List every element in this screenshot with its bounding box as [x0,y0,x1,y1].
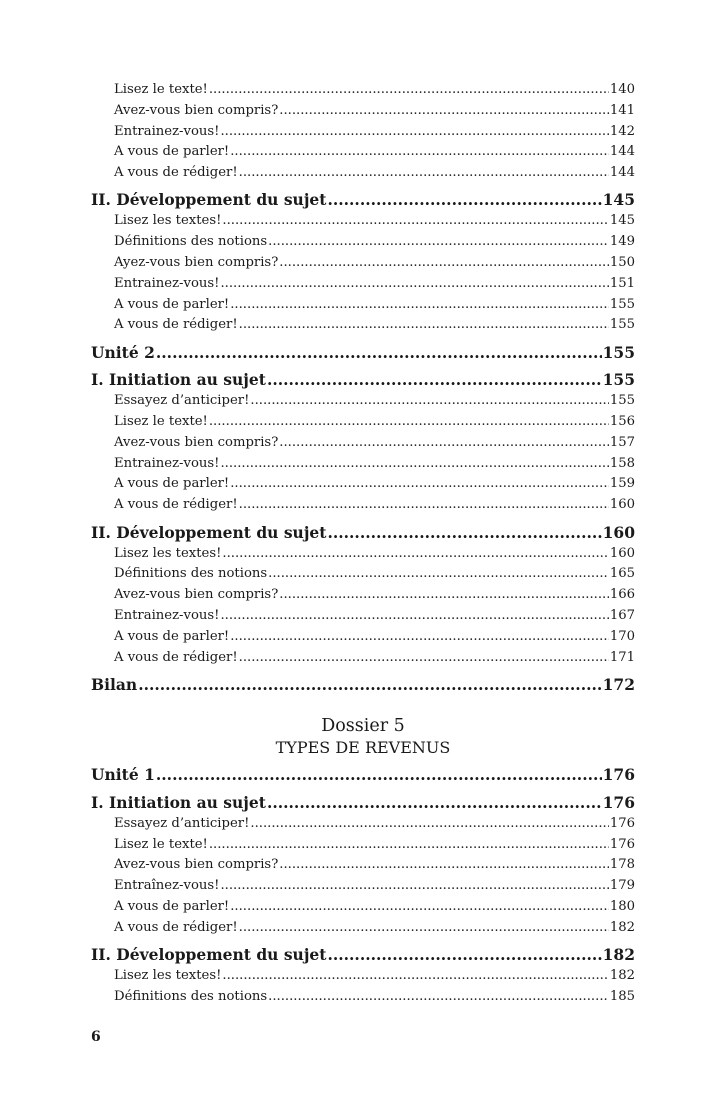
toc-entry-title: Lisez les textes! [114,545,222,561]
toc-entry-title: Définitions des notions [114,988,268,1004]
dot-leader [268,987,609,1008]
toc-entry[interactable] [91,163,635,184]
toc-entry[interactable] [91,987,635,1008]
toc-entry[interactable] [91,253,635,274]
toc-entry-title: A vous de rédiger! [114,317,238,333]
toc-entry-title: A vous de parler! [114,476,230,492]
toc-entry[interactable] [91,876,635,897]
dot-leader [220,606,608,627]
toc-entry[interactable] [91,585,635,606]
toc-entry[interactable] [91,855,635,876]
toc-section-entry[interactable] [91,764,635,786]
toc-entry-page: 165 [609,566,635,582]
dot-leader [222,211,608,232]
toc-entry-page: 144 [609,144,635,160]
toc-entry[interactable] [91,412,635,433]
dot-leader [209,835,609,856]
toc-entry-title: Lisez le texte! [114,82,208,97]
toc-entry-title: I. Initiation au sujet [91,370,266,390]
toc-entry-page: 140 [609,82,635,97]
dot-leader [138,674,601,696]
dot-leader [239,918,609,939]
toc-entry-page: 160 [602,522,635,542]
toc-entry[interactable] [91,274,635,295]
dot-leader [327,189,601,211]
toc-entry[interactable] [91,495,635,516]
toc-entry-page: 155 [602,342,635,362]
dot-leader [250,391,608,412]
toc-entry-title: Avez-vous bien compris? [114,102,279,118]
toc-section-entry[interactable] [91,522,635,544]
toc-entry-title: A vous de rédiger! [114,649,238,665]
dot-leader [268,564,609,585]
dot-leader [220,274,608,295]
dot-leader [239,315,609,336]
toc-entry[interactable] [91,897,635,918]
dot-leader [250,814,608,835]
toc-entry-page: 166 [609,587,635,603]
dot-leader [230,897,609,918]
toc-entry-page: 167 [609,607,635,623]
table-of-contents [91,80,635,1008]
toc-entry-page: 157 [609,434,635,450]
dot-leader [279,101,609,122]
toc-entry-page: 158 [609,455,635,471]
toc-entry-page: 155 [609,393,635,409]
toc-entry-title: Définitions des notions [114,566,268,582]
dossier-heading: Dossier 5 [321,715,405,736]
toc-entry-page: 176 [609,836,635,852]
page-number: 6 [91,1029,101,1045]
toc-entry-title: Ayez-vous bien compris? [114,255,279,271]
toc-entry-page: 182 [602,945,635,965]
dot-leader [220,876,608,897]
toc-entry-page: 178 [609,857,635,873]
toc-entry-title: A vous de rédiger! [114,919,238,935]
toc-entry-page: 180 [609,899,635,915]
dot-leader [267,792,602,814]
toc-entry[interactable] [91,918,635,939]
toc-entry-title: A vous de parler! [114,296,230,312]
toc-entry-page: 176 [602,765,635,785]
toc-entry-page: 160 [609,497,635,513]
toc-entry-title: Entraînez-vous! [114,878,220,894]
dot-leader [220,122,608,143]
dot-leader [279,253,609,274]
toc-entry-title: II. Développement du sujet [91,190,327,210]
toc-entry[interactable] [91,391,635,412]
toc-entry[interactable] [91,627,635,648]
toc-entry-title: Lisez les textes! [114,968,222,984]
toc-entry-title: Lisez les textes! [114,213,222,229]
toc-entry-page: 155 [609,317,635,333]
dot-leader [279,855,609,876]
toc-entry-title: I. Initiation au sujet [91,792,266,812]
dot-leader [279,433,609,454]
toc-entry-title: Essayez d’anticiper! [114,393,250,409]
dot-leader [222,966,608,987]
dot-leader [239,648,609,669]
toc-entry[interactable] [91,295,635,316]
dot-leader [239,495,609,516]
toc-entry[interactable] [91,835,635,856]
toc-entry[interactable] [91,232,635,253]
dot-leader [230,474,609,495]
toc-entry-title: Essayez d’anticiper! [114,815,250,831]
dot-leader [209,412,609,433]
toc-entry[interactable] [91,454,635,475]
toc-entry-page: 179 [609,878,635,894]
dot-leader [327,944,601,966]
toc-section-entry[interactable] [91,944,635,966]
toc-entry-page: 151 [609,275,635,291]
dot-leader [268,232,609,253]
toc-entry-page: 142 [609,123,635,139]
toc-entry-title: Définitions des notions [114,234,268,250]
toc-entry-page: 156 [609,414,635,430]
toc-entry-title: Avez-vous bien compris? [114,857,279,873]
dot-leader [230,295,609,316]
dot-leader [279,585,609,606]
toc-entry-page: 182 [609,968,635,984]
toc-entry-title: II. Développement du sujet [91,522,327,542]
toc-entry-page: 185 [609,988,635,1004]
toc-entry-title: A vous de parler! [114,899,230,915]
toc-entry-page: 144 [609,165,635,181]
toc-entry[interactable] [91,211,635,232]
dossier-title: TYPES DE REVENUS [275,737,451,757]
toc-entry[interactable] [91,966,635,987]
toc-entry-page: 141 [609,102,635,118]
toc-entry-title: Avez-vous bien compris? [114,434,279,450]
toc-entry[interactable] [91,101,635,122]
toc-entry-page: 170 [609,628,635,644]
dot-leader [230,627,609,648]
toc-entry-page: 150 [609,255,635,271]
toc-entry-page: 172 [602,674,635,694]
toc-entry-page: 155 [609,296,635,312]
dot-leader [220,454,608,475]
toc-entry-page: 159 [609,476,635,492]
toc-entry-page: 182 [609,919,635,935]
toc-entry-page: 145 [609,213,635,229]
toc-entry-title: Unité 1 [91,765,155,785]
toc-section-entry[interactable] [91,792,635,814]
toc-entry-page: 145 [602,190,635,210]
toc-entry-title: Unité 2 [91,342,155,362]
toc-entry[interactable] [91,122,635,143]
toc-entry-title: A vous de rédiger! [114,497,238,513]
toc-entry-page: 176 [602,792,635,812]
toc-entry-page: 149 [609,234,635,250]
toc-entry-title: Entrainez-vous! [114,607,220,623]
toc-entry[interactable] [91,474,635,495]
dot-leader [156,342,602,364]
toc-entry-title: Lisez le texte! [114,414,208,430]
toc-entry-page: 155 [602,370,635,390]
toc-entry-title: A vous de parler! [114,628,230,644]
toc-section-entry[interactable] [91,342,635,364]
toc-entry-page: 171 [609,649,635,665]
toc-entry[interactable] [91,80,635,101]
toc-entry[interactable] [91,433,635,454]
dot-leader [239,163,609,184]
toc-entry-title: II. Développement du sujet [91,945,327,965]
toc-entry-page: 160 [609,545,635,561]
dot-leader [327,522,601,544]
toc-entry-title: Entrainez-vous! [114,275,220,291]
toc-section-entry[interactable] [91,369,635,391]
toc-entry-title: Entrainez-vous! [114,123,220,139]
toc-entry[interactable] [91,544,635,565]
toc-entry[interactable] [91,142,635,163]
toc-entry[interactable] [91,814,635,835]
toc-section-entry[interactable] [91,674,635,696]
toc-entry-title: Bilan [91,674,138,694]
dot-leader [209,80,609,101]
dot-leader [230,142,609,163]
toc-entry-title: A vous de rédiger! [114,165,238,181]
dot-leader [267,369,602,391]
toc-section-entry[interactable] [91,189,635,211]
dot-leader [156,764,602,786]
toc-entry-title: A vous de parler! [114,144,230,160]
toc-entry[interactable] [91,315,635,336]
toc-entry-title: Lisez le texte! [114,836,208,852]
toc-entry[interactable] [91,606,635,627]
toc-entry-page: 176 [609,815,635,831]
toc-entry-title: Avez-vous bien compris? [114,587,279,603]
dot-leader [222,544,608,565]
toc-entry-title: Entrainez-vous! [114,455,220,471]
toc-entry[interactable] [91,648,635,669]
toc-entry[interactable] [91,564,635,585]
